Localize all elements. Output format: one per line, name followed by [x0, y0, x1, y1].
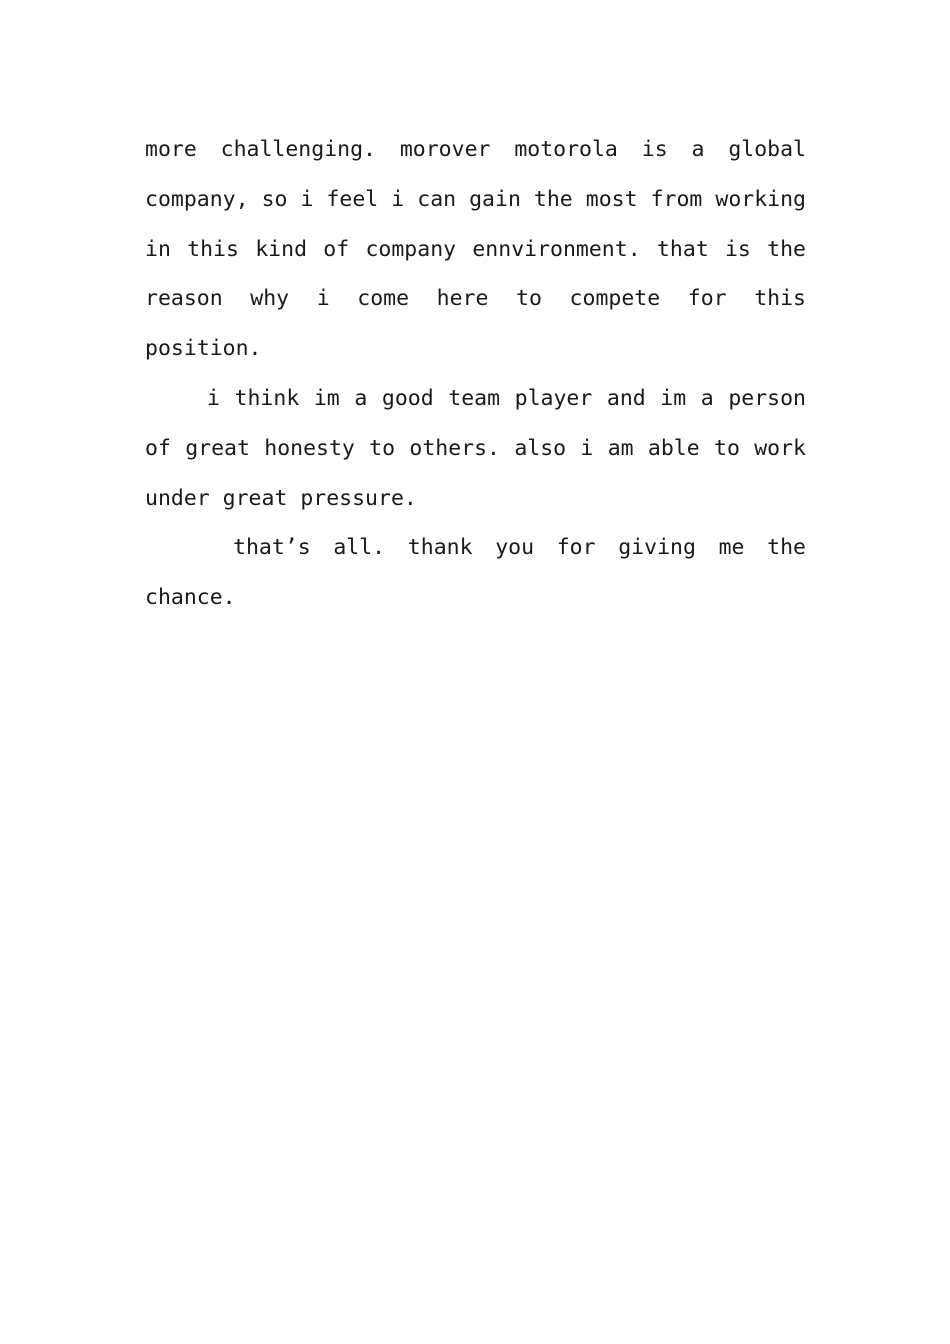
paragraph-3: that’s all. thank you for giving me the chance. [145, 535, 806, 611]
document-body [145, 125, 806, 623]
paragraph-2: i think im a good team player and im a person of great honesty to others. also i am able to work under great pressure. [145, 385, 806, 511]
paragraph-1: more challenging. morover motorola is a global company, so i feel i can gain the most from working in this kind of company ennvironment. that is the reason why i come here to compete for this position. [145, 137, 806, 362]
